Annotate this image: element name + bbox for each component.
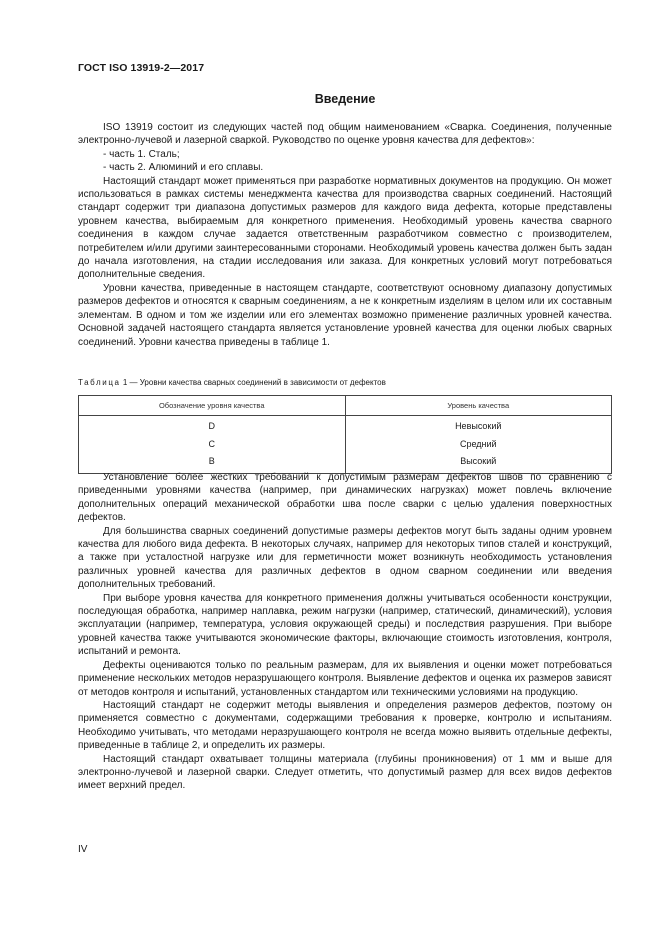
document-code: ГОСТ ISO 13919-2—2017	[78, 62, 205, 74]
table-row	[79, 416, 612, 436]
table-header-row	[79, 396, 612, 416]
body-paragraph-9: Настоящий стандарт охватывает толщины материала (глубины проникновения) от 1 мм и выше для электронно-лучевой и лазерной сварки. Следует отметить, что допустимый размер для всех видов дефектов имеет верхний предел.	[78, 753, 612, 792]
intro-section	[78, 121, 612, 349]
list-item-part-2: - часть 2. Алюминий и его сплавы.	[103, 162, 264, 174]
quality-levels-table	[78, 395, 612, 474]
table-header-designation: Обозначение уровня качества	[79, 396, 346, 416]
table-header-level: Уровень качества	[345, 396, 612, 416]
body-paragraph-8: Настоящий стандарт не содержит методы выявления и определения размеров дефектов, поэтому он применяется совместно с документами, содержащими требования к проверке, контролю и испытаниям. Необходимо учитывать, что методами неразрушающего контроля не всегда можно выявить отдельные дефекты, приведенные в таблице 2, и определить их размеры.	[78, 699, 612, 752]
table-cell-designation: B	[79, 453, 346, 473]
table-cell-level: Высокий	[345, 453, 612, 473]
intro-paragraph-2: Настоящий стандарт может применяться при разработке нормативных документов на продукцию. Он может использоваться в рамках системы менеджмента качества для производства сварных соединений. Настоящий стандарт содержит три диапазона допустимых размеров для каждого вида дефекта, которые представлены уровнем качества, выбираемым для конкретного применения. Необходимый уровень качества сварного соединения в каждом случае задается ответственным разработчиком совместно с производителем, потребителем и/или другими заинтересованными сторонами. Необходимый уровень качества должен быть задан до начала изготовления, на стадии исследования или заказа. Для конкретных условий могут потребоваться дополнительные сведения.	[78, 175, 612, 281]
section-title: Введение	[314, 92, 376, 106]
body-section	[78, 471, 612, 793]
table-caption-text: 1 — Уровни качества сварных соединений в зависимости от дефектов	[122, 378, 386, 387]
intro-paragraph-3: Уровни качества, приведенные в настоящем стандарте, соответствуют основному диапазону допустимых размеров дефектов и относятся к сварным соединениям, а не к конкретным изделиям в целом или их составным элементам. В одном и том же изделии или его элементах возможно применение различных уровней качества. Основной задачей настоящего стандарта является установление уровней качества для оценки любых сварных соединений. Уровни качества приведены в таблице 1.	[78, 282, 612, 348]
intro-paragraph-1: ISO 13919 состоит из следующих частей под общим наименованием «Сварка. Соединения, полученные электронно-лучевой и лазерной сваркой. Руководство по оценке уровня качества для дефектов»:	[78, 122, 612, 147]
document-page	[78, 0, 612, 935]
body-paragraph-7: Дефекты оцениваются только по реальным размерам, для их выявления и оценки может потребоваться применение нескольких методов неразрушающего контроля. Выявление дефектов и оценка их размеров зависят от методов контроля и испытаний, установленных стандартом или техническими условиями на продукцию.	[78, 659, 612, 698]
table-row	[79, 436, 612, 454]
table-cell-designation: C	[79, 436, 346, 454]
table-caption	[78, 378, 386, 388]
body-paragraph-5: Для большинства сварных соединений допустимые размеры дефектов могут быть заданы одним уровнем качества для любого вида дефекта. В некоторых случаях, например для некоторых типов сталей и конструкций, а также при усталостной нагрузке или для герметичности может возникнуть необходимость установления различных уровней качества для различных дефектов в одном сварном соединении или введения дополнительных требований.	[78, 525, 612, 591]
page-number: IV	[78, 844, 88, 855]
table-row	[79, 453, 612, 473]
list-item-part-1: - часть 1. Сталь;	[103, 148, 180, 160]
body-paragraph-4: Установление более жестких требований к допустимым размерам дефектов швов по сравнению с приведенными уровнями качества (например, при динамических нагрузках) может повлечь включение дополнительных операций механической обработки шва после сварки с целью удаления поверхностных дефектов.	[78, 472, 612, 524]
table-cell-level: Невысокий	[345, 416, 612, 436]
table-caption-label: Таблица	[78, 378, 121, 387]
table-cell-level: Средний	[345, 436, 612, 454]
table-cell-designation: D	[79, 416, 346, 436]
body-paragraph-6: При выборе уровня качества для конкретного применения должны учитываться особенности конструкции, последующая обработка, например наплавка, режим нагрузки (например, статический, динамический), условия эксплуатации (например, температура, условия окружающей среды) и последствия разрушения. При выборе уровней качества также учитываются экономические факторы, включающие стоимость изготовления, контроля, испытаний и ремонта.	[78, 592, 612, 658]
